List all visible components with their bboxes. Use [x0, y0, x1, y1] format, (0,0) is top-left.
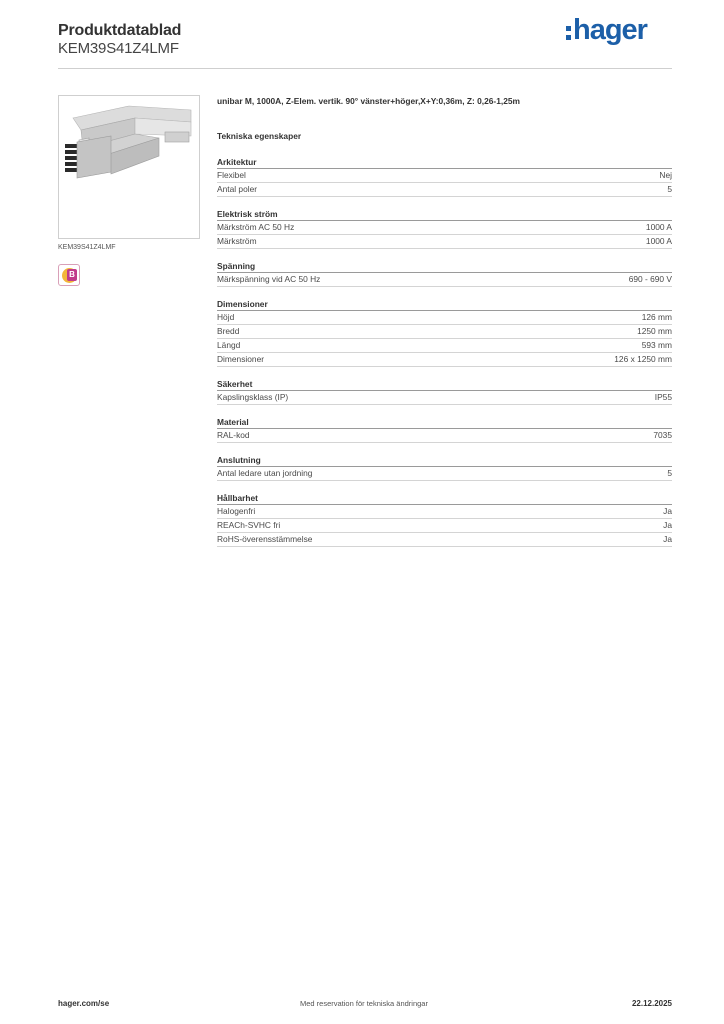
spec-value: 7035: [653, 430, 672, 440]
spec-row: [217, 325, 672, 339]
product-code: KEM39S41Z4LMF: [58, 40, 179, 57]
footer-website: hager.com/se: [58, 999, 110, 1008]
spec-value: 593 mm: [641, 340, 672, 350]
footer-date: 22.12.2025: [631, 999, 672, 1008]
spec-value: Ja: [663, 506, 672, 516]
spec-group: [217, 298, 672, 367]
spec-value: Ja: [663, 534, 672, 544]
spec-label: Märkström AC 50 Hz: [217, 222, 295, 232]
spec-row: [217, 353, 672, 367]
spec-heading: Tekniska egenskaper: [217, 131, 302, 141]
spec-label: Bredd: [217, 326, 240, 336]
spec-group: [217, 416, 672, 443]
spec-label: Märkström: [217, 236, 257, 246]
footer-disclaimer: Med reservation för tekniska ändringar: [300, 999, 428, 1008]
spec-group-title: Material: [217, 416, 672, 429]
spec-row: [217, 221, 672, 235]
product-description: unibar M, 1000A, Z-Elem. vertik. 90° vänster+höger,X+Y:0,36m, Z: 0,26-1,25m: [217, 96, 520, 106]
spec-value: 1000 A: [645, 236, 672, 246]
spec-value: Nej: [659, 170, 672, 180]
spec-group-title: Hållbarhet: [217, 492, 672, 505]
spec-group: [217, 156, 672, 197]
spec-group-title: Arkitektur: [217, 156, 672, 169]
spec-label: Dimensioner: [217, 354, 265, 364]
spec-label: Antal poler: [217, 184, 258, 194]
badge-letter: B: [67, 269, 77, 281]
spec-group-title: Elektrisk ström: [217, 208, 672, 221]
spec-row: [217, 235, 672, 249]
spec-label: Antal ledare utan jordning: [217, 468, 313, 478]
spec-group-title: Säkerhet: [217, 378, 672, 391]
spec-row: [217, 339, 672, 353]
spec-row: [217, 533, 672, 547]
spec-label: REACh-SVHC fri: [217, 520, 281, 530]
spec-group-title: Anslutning: [217, 454, 672, 467]
spec-group: [217, 492, 672, 547]
hager-logo: [566, 14, 647, 47]
spec-value: Ja: [663, 520, 672, 530]
spec-row: [217, 505, 672, 519]
product-image: [58, 95, 200, 239]
spec-value: 690 - 690 V: [628, 274, 672, 284]
spec-value: 5: [667, 184, 672, 194]
spec-row: [217, 311, 672, 325]
spec-row: [217, 467, 672, 481]
spec-label: Kapslingsklass (IP): [217, 392, 289, 402]
spec-row: [217, 273, 672, 287]
spec-value: 1000 A: [645, 222, 672, 232]
page-title: Produktdatablad: [58, 22, 182, 39]
specifications-table: [217, 156, 672, 558]
spec-row: [217, 391, 672, 405]
header-divider: [58, 68, 672, 69]
busbar-element-illustration: [59, 96, 199, 238]
spec-label: Märkspänning vid AC 50 Hz: [217, 274, 321, 284]
spec-label: RoHS-överensstämmelse: [217, 534, 313, 544]
logo-dots-icon: [566, 26, 571, 40]
spec-value: IP55: [654, 392, 672, 402]
spec-label: Halogenfri: [217, 506, 256, 516]
image-caption: KEM39S41Z4LMF: [58, 244, 116, 251]
spec-row: [217, 429, 672, 443]
spec-group: [217, 208, 672, 249]
spec-label: Flexibel: [217, 170, 246, 180]
spec-row: [217, 519, 672, 533]
spec-value: 126 mm: [641, 312, 672, 322]
spec-group: [217, 454, 672, 481]
spec-row: [217, 183, 672, 197]
spec-row: [217, 169, 672, 183]
spec-value: 5: [667, 468, 672, 478]
spec-value: 1250 mm: [637, 326, 672, 336]
spec-group: [217, 378, 672, 405]
logo-text: hager: [573, 14, 647, 46]
spec-label: RAL-kod: [217, 430, 250, 440]
spec-label: Längd: [217, 340, 241, 350]
spec-group-title: Dimensioner: [217, 298, 672, 311]
spec-group-title: Spänning: [217, 260, 672, 273]
spec-label: Höjd: [217, 312, 235, 322]
spec-value: 126 x 1250 mm: [614, 354, 672, 364]
spec-group: [217, 260, 672, 287]
energy-class-b-icon: [58, 264, 80, 286]
